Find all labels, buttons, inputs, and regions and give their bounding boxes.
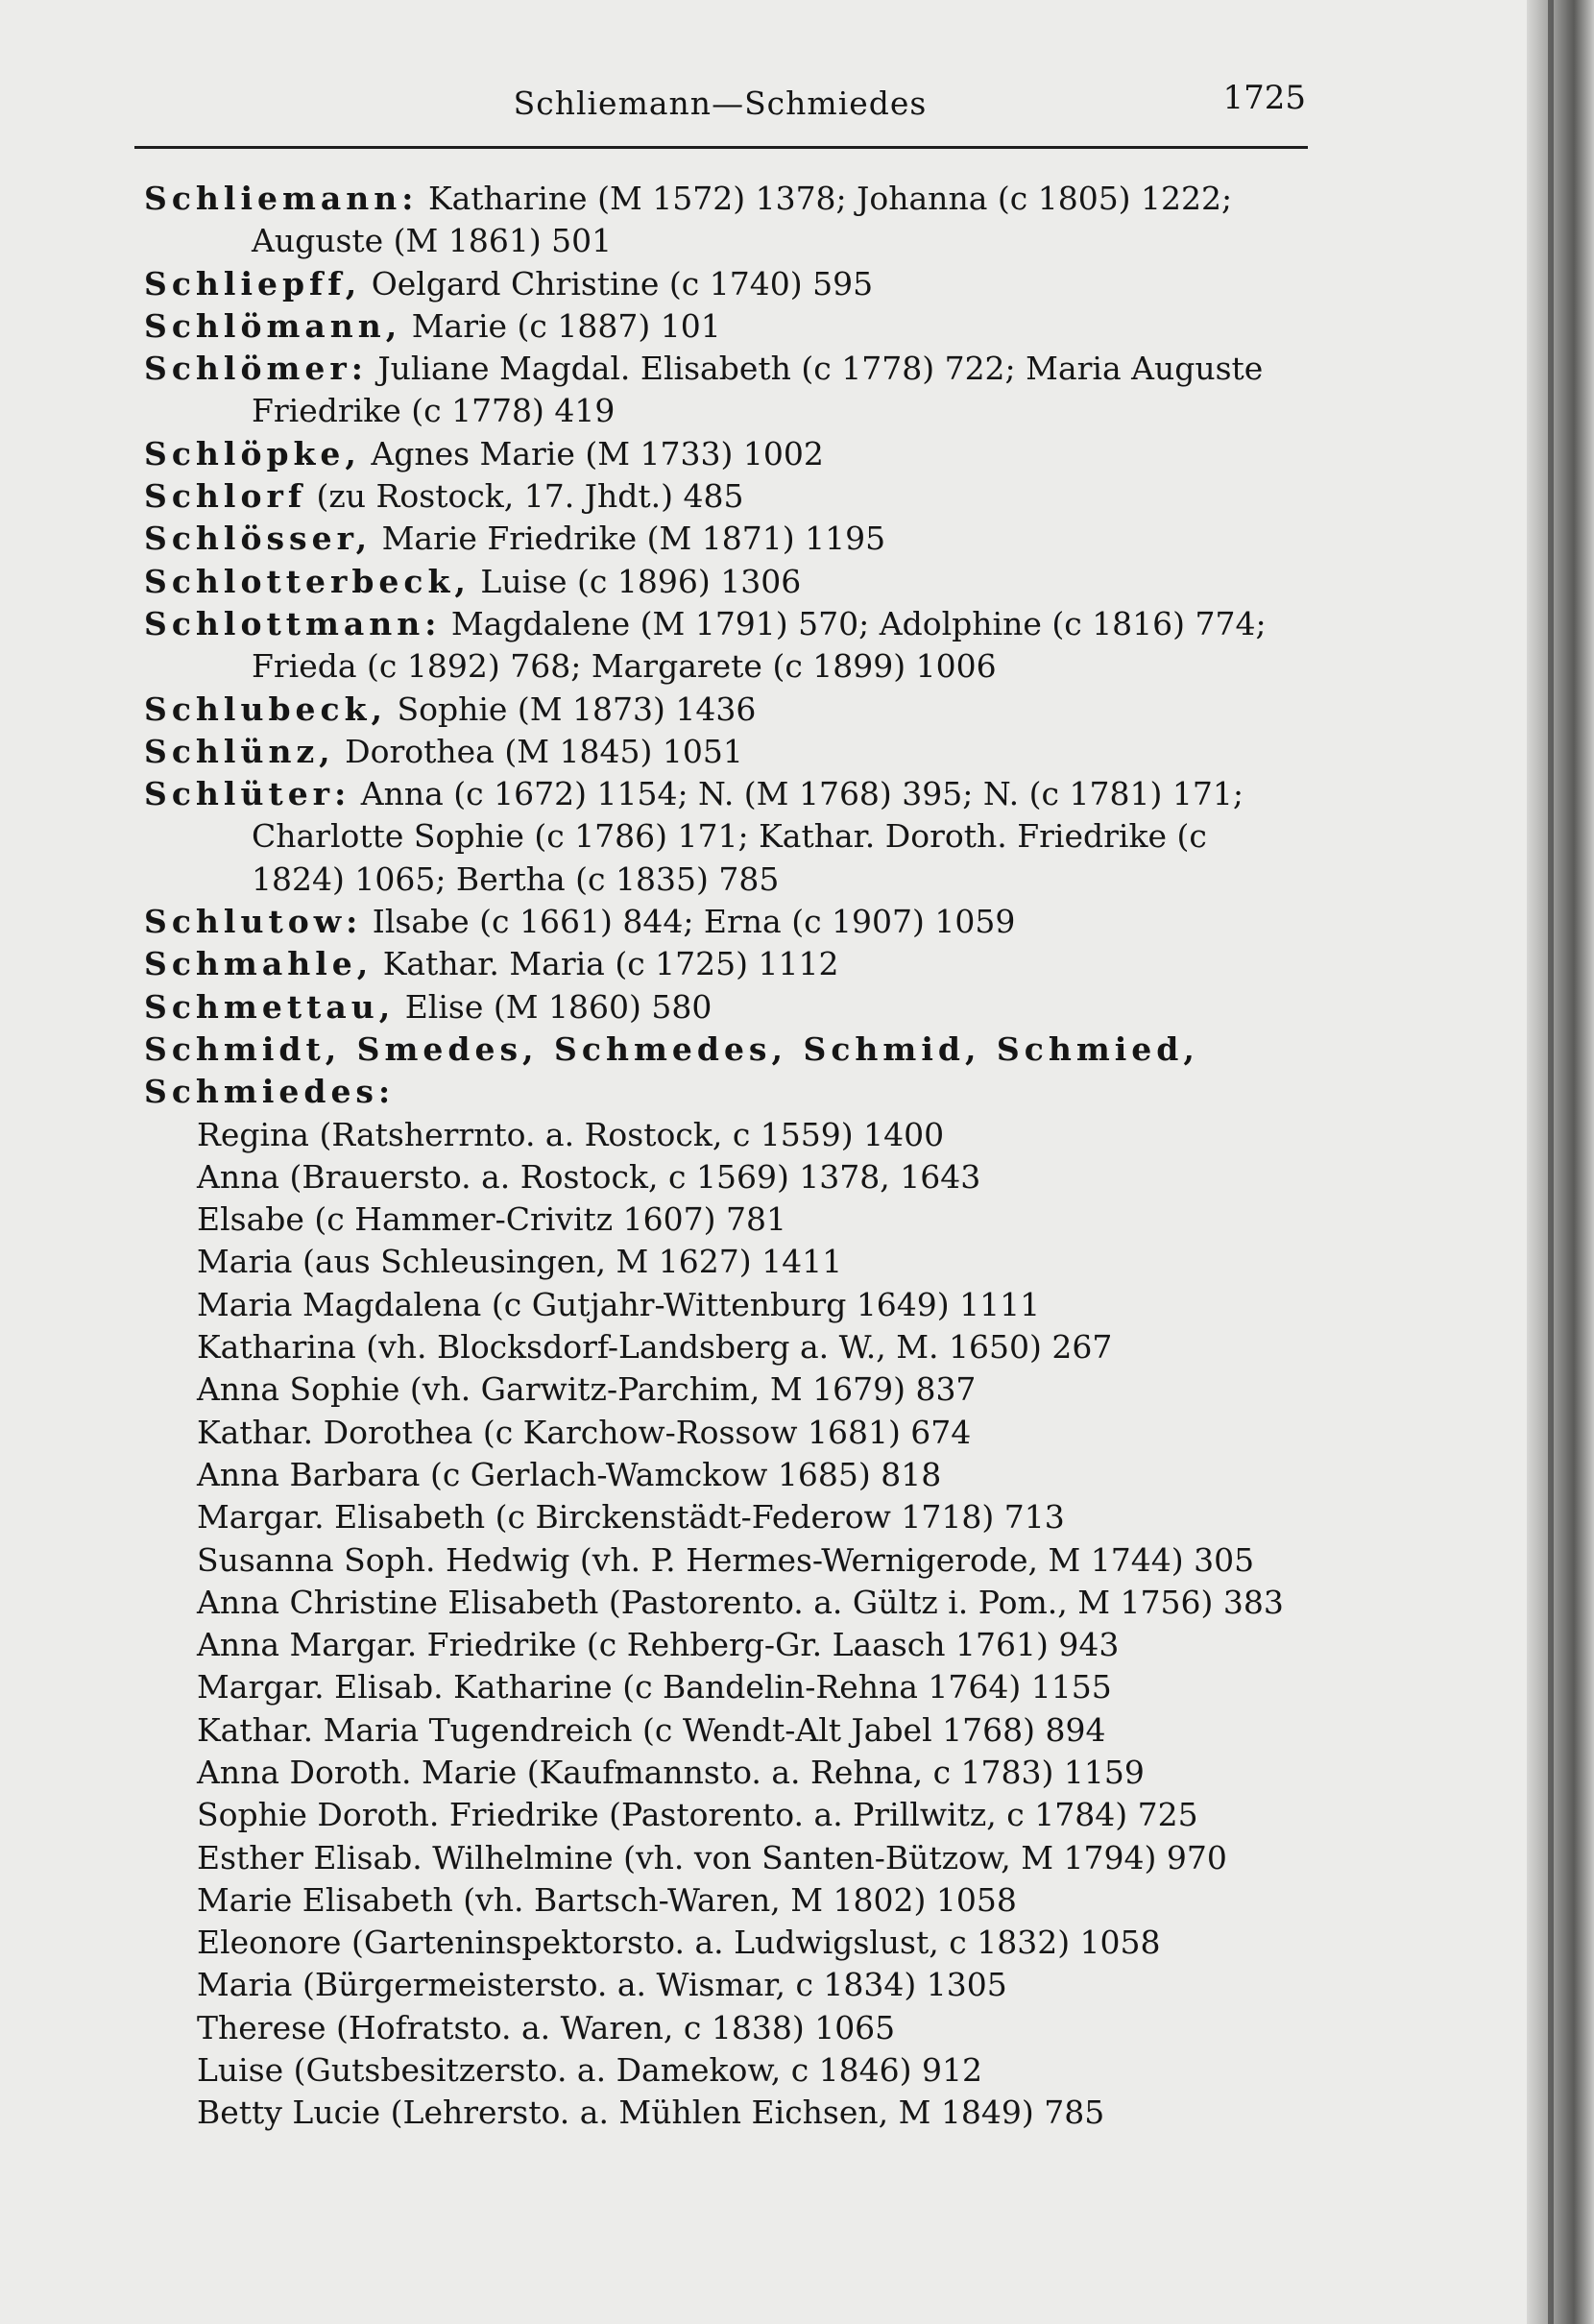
list-item: Luise (Gutsbesitzersto. a. Damekow, c 1846) 912 <box>197 2051 983 2090</box>
list-item: Anna Christine Elisabeth (Pastorento. a. Gültz i. Pom., M 1756) 383 <box>197 1583 1284 1621</box>
entry-surname: Schlösser, <box>144 520 373 558</box>
entry-continuation: Friedrike (c 1778) 419 <box>252 392 616 430</box>
entry-surname: Schlorf <box>144 477 307 516</box>
entry-text: Marie Friedrike (M 1871) 1195 <box>381 520 886 558</box>
entry-surname: Schlutow: <box>144 903 363 941</box>
entry-surname: Schliemann: <box>144 180 419 217</box>
entry-text: Magdalene (M 1791) 570; Adolphine (c 1816) 774; <box>450 604 1267 642</box>
list-item: Margar. Elisab. Katharine (c Bandelin-Rehna 1764) 1155 <box>197 1668 1112 1707</box>
list-item: Esther Elisab. Wilhelmine (vh. von Santen-Bützow, M 1794) 970 <box>197 1838 1227 1876</box>
entry-text: Katharine (M 1572) 1378; Johanna (c 1805) 1222; <box>427 180 1233 217</box>
list-item: Regina (Ratsherrnto. a. Rostock, c 1559) 1400 <box>197 1115 945 1153</box>
entry-surname: Schmettau, <box>144 987 396 1026</box>
entry-text: Kathar. Maria (c 1725) 1112 <box>382 945 839 983</box>
entry-text: Sophie (M 1873) 1436 <box>397 690 757 728</box>
entry-text: Oelgard Christine (c 1740) 595 <box>371 264 874 303</box>
running-title: Schliemann—Schmiedes <box>513 85 928 122</box>
entry-surname: Schmiedes: <box>144 1073 396 1111</box>
index-entry <box>144 348 1354 433</box>
list-item: Susanna Soph. Hedwig (vh. P. Hermes-Wernigerode, M 1744) 305 <box>197 1540 1255 1579</box>
index-entry <box>144 263 1354 305</box>
list-item: Margar. Elisabeth (c Birckenstädt-Federow 1718) 713 <box>197 1498 1065 1537</box>
list-item: Betty Lucie (Lehrersto. a. Mühlen Eichsen, M 1849) 785 <box>197 2094 1105 2132</box>
entry-text: Ilsabe (c 1661) 844; Erna (c 1907) 1059 <box>372 903 1016 941</box>
entry-continuation: Frieda (c 1892) 768; Margarete (c 1899) 1006 <box>252 647 997 686</box>
index-entry <box>144 689 1354 731</box>
index-entry <box>144 943 1354 985</box>
list-item: Katharina (vh. Blocksdorf-Landsberg a. W., M. 1650) 267 <box>197 1328 1113 1367</box>
index-entries <box>144 178 1354 2135</box>
list-item: Anna Margar. Friedrike (c Rehberg-Gr. Laasch 1761) 943 <box>197 1626 1120 1664</box>
index-entry <box>144 475 1354 518</box>
entry-surname: Schlüter: <box>144 775 351 813</box>
list-item: Anna (Brauersto. a. Rostock, c 1569) 1378, 1643 <box>197 1157 981 1196</box>
index-entry <box>144 986 1354 1029</box>
entry-surname: Schlottmann: <box>144 604 442 642</box>
list-item: Elsabe (c Hammer-Crivitz 1607) 781 <box>197 1200 786 1239</box>
entry-text: (zu Rostock, 17. Jhdt.) 485 <box>316 477 744 516</box>
entry-surname: Schlubeck, <box>144 690 387 728</box>
index-entry <box>144 305 1354 348</box>
list-item: Therese (Hofratsto. a. Waren, c 1838) 1065 <box>197 2008 896 2046</box>
entry-text: Marie (c 1887) 101 <box>411 306 721 345</box>
entry-surname: Schmidt, Smedes, Schmedes, Schmid, Schmied, <box>144 1029 1199 1068</box>
entry-surname: Schlömann, <box>144 306 402 345</box>
book-spine-shadow <box>1527 0 1594 2324</box>
page-number: 1725 <box>1222 79 1306 117</box>
entry-surname: Schliepff, <box>144 264 362 303</box>
index-entry <box>144 178 1354 263</box>
entry-text: Juliane Magdal. Elisabeth (c 1778) 722; Maria Auguste <box>377 350 1264 388</box>
list-item: Maria (Bürgermeistersto. a. Wismar, c 1834) 1305 <box>197 1966 1007 2004</box>
list-item: Kathar. Dorothea (c Karchow-Rossow 1681) 674 <box>197 1413 972 1451</box>
entry-text: Dorothea (M 1845) 1051 <box>345 732 743 770</box>
entry-surname: Schmahle, <box>144 945 374 983</box>
entry-surname: Schlömer: <box>144 350 368 388</box>
index-entry <box>144 901 1354 943</box>
index-entry <box>144 731 1354 773</box>
entry-text: Luise (c 1896) 1306 <box>480 562 802 600</box>
entry-continuation: Charlotte Sophie (c 1786) 171; Kathar. Doroth. Friedrike (c <box>252 817 1207 856</box>
entry-text: Agnes Marie (M 1733) 1002 <box>371 434 824 472</box>
entry-text: Elise (M 1860) 580 <box>404 987 712 1026</box>
schmiedes-list <box>144 1114 1354 2135</box>
list-item: Marie Elisabeth (vh. Bartsch-Waren, M 1802) 1058 <box>197 1880 1017 1919</box>
list-item: Eleonore (Garteninspektorsto. a. Ludwigslust, c 1832) 1058 <box>197 1924 1161 1962</box>
index-entry <box>144 603 1354 689</box>
list-item: Anna Sophie (vh. Garwitz-Parchim, M 1679) 837 <box>197 1370 977 1409</box>
index-entry <box>144 433 1354 475</box>
header-rule <box>134 146 1308 149</box>
index-entry-schmiedes <box>144 1071 1354 1113</box>
list-item: Sophie Doroth. Friedrike (Pastorento. a. Prillwitz, c 1784) 725 <box>197 1796 1198 1834</box>
index-entry <box>144 773 1354 901</box>
index-entry <box>144 561 1354 603</box>
entry-surname: Schlünz, <box>144 732 335 770</box>
list-item: Maria (aus Schleusingen, M 1627) 1411 <box>197 1243 843 1281</box>
list-item: Maria Magdalena (c Gutjahr-Wittenburg 1649) 1111 <box>197 1285 1041 1323</box>
entry-continuation: Auguste (M 1861) 501 <box>252 222 613 260</box>
list-item: Anna Barbara (c Gerlach-Wamckow 1685) 818 <box>197 1455 942 1493</box>
page-header <box>134 79 1306 142</box>
index-entry <box>144 518 1354 560</box>
entry-surname: Schlöpke, <box>144 434 361 472</box>
list-item: Kathar. Maria Tugendreich (c Wendt-Alt Jabel 1768) 894 <box>197 1710 1106 1749</box>
list-item: Anna Doroth. Marie (Kaufmannsto. a. Rehna, c 1783) 1159 <box>197 1753 1145 1791</box>
index-entry-variants <box>144 1029 1354 1071</box>
entry-surname: Schlotterbeck, <box>144 562 471 600</box>
entry-continuation: 1824) 1065; Bertha (c 1835) 785 <box>252 859 780 898</box>
entry-text: Anna (c 1672) 1154; N. (M 1768) 395; N. (c 1781) 171; <box>360 775 1244 813</box>
